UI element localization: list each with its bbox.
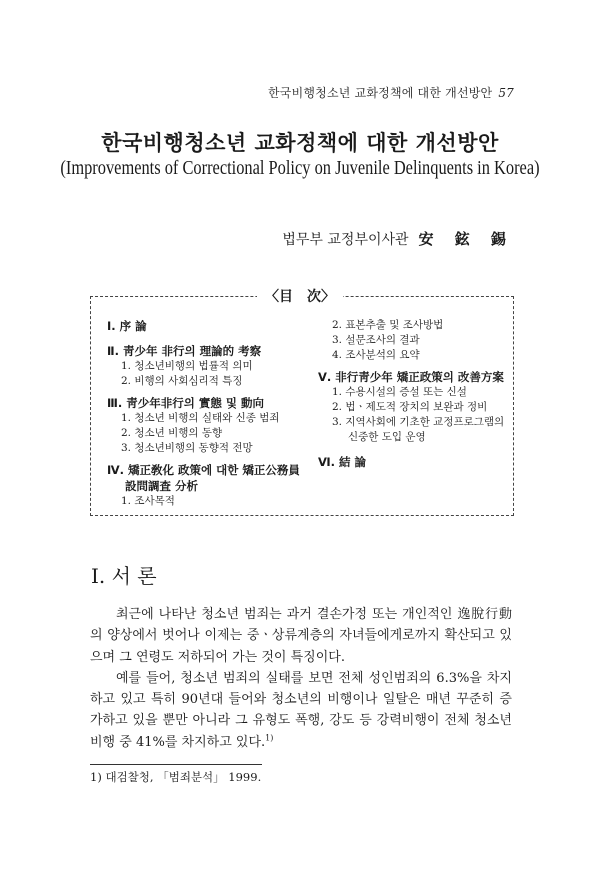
paragraph-2 [90,668,512,753]
paragraph-2-text: 예를 들어, 청소년 범죄의 실태를 보면 전체 성인범죄의 6.3%을 차지하고 있고 특히 90년대 들어와 청소년의 비행이나 일탈은 매년 꾸준히 증가하고 있을 뿐만 아니라 그 유형도 폭행, 강도 등 강력비행이 전체 청소년비행 중 41%를 차지하고 있다. [90,670,512,750]
toc-section-3: Ⅲ. 靑少年非行의 實態 및 動向 [107,396,264,410]
paragraph-1: 최근에 나타난 청소년 범죄는 과거 결손가정 또는 개인적인 逸脫行動의 양상에서 벗어나 이제는 중ㆍ상류계층의 자녀들에게로까지 확산되고 있으며 그 연령도 저하되어 가는 것이 특징이다. [90,607,512,665]
toc-item-5-1: 1. 수용시설의 증설 또는 신설 [332,386,467,398]
toc-title: 〈目 次〉 [257,289,343,305]
toc-title-wrap [0,286,600,306]
footnote-rule [90,764,262,765]
toc-item-2-1: 1. 청소년비행의 법률적 의미 [121,360,253,372]
running-head-title: 한국비행청소년 교화정책에 대한 개선방안 [268,86,493,100]
toc-item-4-1: 1. 조사목적 [121,495,175,507]
paper-title-english: (Improvements of Correctional Policy on Juvenile Delinquents in Korea) [60,157,540,179]
running-head [268,84,514,101]
author-affiliation: 법무부 교정부이사관 [282,232,409,248]
toc-item-4-2: 2. 표본추출 및 조사방법 [332,319,444,331]
toc-section-6: Ⅵ. 結 論 [318,455,367,469]
toc-right-column [318,318,518,470]
toc-left-column [107,318,322,509]
toc-item-4-3: 3. 설문조사의 결과 [332,334,420,346]
toc-section-1: Ⅰ. 序 論 [107,319,147,333]
toc-section-4-cont: 設問調査 分析 [125,479,199,493]
section-heading: Ⅰ. 서 론 [91,564,157,588]
page-number: 57 [498,86,514,100]
toc-item-3-3: 3. 청소년비행의 동향적 전망 [121,442,253,454]
author-line [282,228,514,249]
footnote: 1) 대검찰청, 「범죄분석」 1999. [90,770,262,784]
toc-item-5-3-cont: 신중한 도입 운영 [348,431,426,443]
author-name: 安 鉉 錫 [418,230,514,248]
toc-item-3-2: 2. 청소년 비행의 동향 [121,427,223,439]
toc-item-5-3: 3. 지역사회에 기초한 교정프로그램의 [332,416,505,428]
body-text [90,604,512,753]
toc-section-4: Ⅳ. 矯正敎化 政策에 대한 矯正公務員 [107,463,300,477]
toc-item-5-2: 2. 법ㆍ제도적 장치의 보완과 정비 [332,401,488,413]
paper-title-korean: 한국비행청소년 교화정책에 대한 개선방안 [101,130,499,155]
toc-item-3-1: 1. 청소년 비행의 실태와 신종 범죄 [121,412,280,424]
toc-item-4-4: 4. 조사분석의 요약 [332,349,420,361]
toc-section-2: Ⅱ. 靑少年 非行의 理論的 考察 [107,344,262,358]
toc-item-2-2: 2. 비행의 사회심리적 특징 [121,375,243,387]
footnote-ref[interactable]: 1) [265,733,274,743]
toc-section-5: Ⅴ. 非行靑少年 矯正政策의 改善方案 [318,370,504,384]
